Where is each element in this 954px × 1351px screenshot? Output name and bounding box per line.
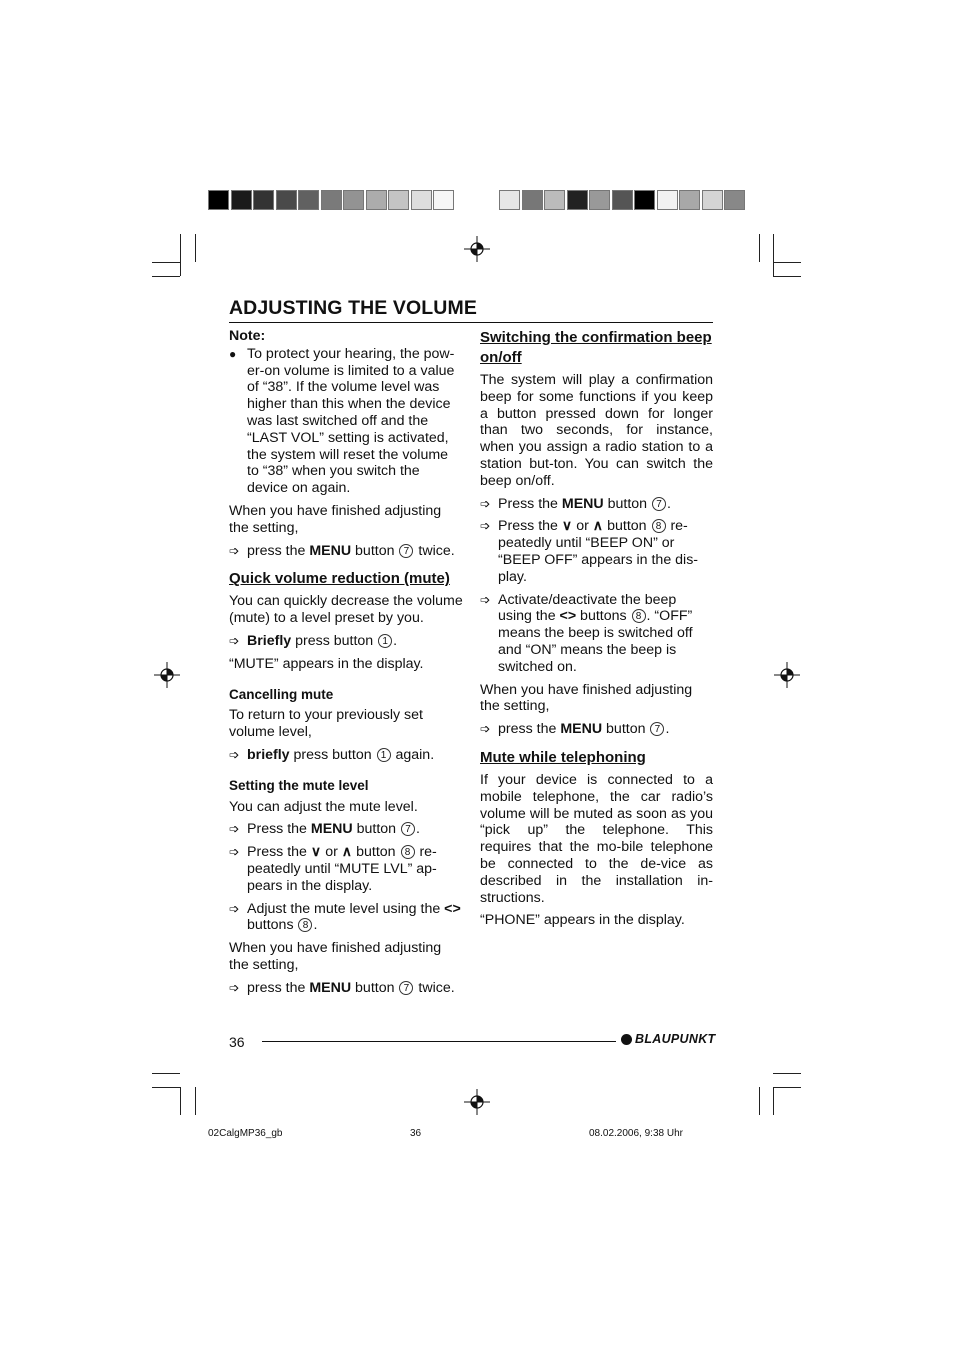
arrow-icon: ➩ xyxy=(229,633,240,648)
color-swatch xyxy=(433,190,454,210)
color-swatch xyxy=(276,190,297,210)
body-text: “PHONE” appears in the display. xyxy=(480,912,685,929)
button-number-badge: 7 xyxy=(401,822,415,836)
subsection-heading-cancel: Cancelling mute xyxy=(229,686,334,702)
crop-mark xyxy=(180,1087,181,1115)
color-swatch xyxy=(679,190,700,210)
button-number-badge: 7 xyxy=(399,544,413,558)
registration-mark-icon xyxy=(154,662,180,688)
step-item: ➩ Press the MENU button 7 . xyxy=(480,495,671,512)
registration-mark-icon xyxy=(464,1089,490,1115)
button-number-badge: 1 xyxy=(378,634,392,648)
crop-mark xyxy=(180,234,181,276)
button-number-badge: 1 xyxy=(377,748,391,762)
crop-mark xyxy=(773,1087,774,1115)
crop-mark xyxy=(152,262,180,263)
step-item: ➩ Adjust the mute level using the <> buttons 8 . xyxy=(229,900,461,934)
button-number-badge: 8 xyxy=(401,845,415,859)
body-text: To return to your previously set volume level, xyxy=(229,707,423,741)
step-item: ➩ Press the ∨ or ∧ button 8 re-peatedly until “BEEP ON” or “BEEP OFF” appears in the dis-play. xyxy=(480,518,699,585)
color-swatch xyxy=(298,190,319,210)
color-swatch xyxy=(544,190,565,210)
button-number-badge: 8 xyxy=(632,609,646,623)
brand-dot-icon xyxy=(621,1034,632,1045)
color-bar-right xyxy=(499,190,747,212)
section-heading-beep: Switching the confirmation beep on/off xyxy=(480,329,712,366)
crop-mark xyxy=(152,1073,180,1074)
step-item: ➩ Press the ∨ or ∧ button 8 re-peatedly until “MUTE LVL” ap-pears in the display. xyxy=(229,844,437,894)
heading-rule xyxy=(229,322,713,323)
button-number-badge: 7 xyxy=(652,497,666,511)
step-item: ➩ press the MENU button 7 twice. xyxy=(229,542,455,559)
color-swatch xyxy=(366,190,387,210)
crop-mark xyxy=(195,1087,196,1115)
button-number-badge: 7 xyxy=(650,722,664,736)
color-swatch xyxy=(612,190,633,210)
crop-mark xyxy=(759,1087,760,1115)
color-swatch xyxy=(253,190,274,210)
crop-mark xyxy=(195,234,196,262)
color-swatch xyxy=(388,190,409,210)
page-title: ADJUSTING THE VOLUME xyxy=(229,297,477,319)
color-swatch xyxy=(411,190,432,210)
finish-text: When you have finished adjusting the setting, xyxy=(229,940,442,973)
step-item: ➩ press the MENU button 7 twice. xyxy=(229,979,455,996)
arrow-icon: ➩ xyxy=(229,845,240,860)
slug-filename: 02CalgMP36_gb xyxy=(208,1128,283,1139)
color-swatch xyxy=(321,190,342,210)
section-heading-mute: Quick volume reduction (mute) xyxy=(229,570,450,588)
body-text: You can quickly decrease the volume (mute) to a level preset by you. xyxy=(229,593,463,627)
body-text: If your device is connected to a mobile telephone, the car radio’s volume will be muted as soon as you “pick up” the telephone. This requires that the mo-bile telephone be connected to the de-vice as described in the installation in-structions. xyxy=(480,771,713,906)
crop-mark xyxy=(152,1087,180,1088)
color-bar-left xyxy=(208,190,456,212)
down-arrow-icon: ∨ xyxy=(310,844,322,861)
crop-mark xyxy=(759,234,760,262)
color-swatch xyxy=(231,190,252,210)
arrow-icon: ➩ xyxy=(229,901,240,916)
arrow-icon: ➩ xyxy=(480,722,491,737)
crop-mark xyxy=(773,1087,801,1088)
button-number-badge: 7 xyxy=(399,981,413,995)
finish-text: When you have finished adjusting the setting, xyxy=(229,502,442,536)
right-column xyxy=(480,328,713,935)
body-text: The system will play a confirmation beep for some functions if you keep a button pressed down for longer than two seconds, for instance, when you assign a radio station to a station but-ton. You can switch the beep on/off. xyxy=(480,372,713,489)
slug-page: 36 xyxy=(410,1128,422,1139)
step-item: ➩ Activate/deactivate the beep using the <> buttons 8 . “OFF” means the beep is switched off and “ON” means the beep is switched on. xyxy=(480,591,693,675)
arrow-icon: ➩ xyxy=(229,747,240,762)
left-right-arrows-icon: <> xyxy=(444,900,461,917)
color-swatch xyxy=(589,190,610,210)
slug-date: 08.02.2006, 9:38 Uhr xyxy=(589,1128,683,1139)
step-item: ➩ Press the MENU button 7 . xyxy=(229,821,420,838)
color-swatch xyxy=(702,190,723,210)
left-column xyxy=(229,328,463,1003)
note-bullet: ● To protect your hearing, the pow-er-on volume is limited to a value of “38”. If the volume level was higher than this when the device was last switched off and the “LAST VOL” setting is activated, the system will reset the volume to “38” when you switch the device on again. xyxy=(229,346,463,497)
up-arrow-icon: ∧ xyxy=(341,844,353,861)
registration-mark-icon xyxy=(464,236,490,262)
button-number-badge: 8 xyxy=(298,918,312,932)
crop-mark xyxy=(773,1073,801,1074)
color-swatch xyxy=(343,190,364,210)
registration-mark-icon xyxy=(774,662,800,688)
crop-mark xyxy=(773,262,801,263)
color-swatch xyxy=(634,190,655,210)
arrow-icon: ➩ xyxy=(480,519,491,534)
crop-mark xyxy=(152,276,180,277)
color-swatch xyxy=(499,190,520,210)
left-right-arrows-icon: <> xyxy=(559,608,577,625)
crop-mark xyxy=(773,234,774,276)
color-swatch xyxy=(724,190,745,210)
arrow-icon: ➩ xyxy=(229,543,240,558)
arrow-icon: ➩ xyxy=(229,822,240,837)
brand-logo: BLAUPUNKT xyxy=(621,1032,715,1046)
button-number-badge: 8 xyxy=(652,519,666,533)
color-swatch xyxy=(522,190,543,210)
crop-mark xyxy=(773,276,801,277)
body-text: You can adjust the mute level. xyxy=(229,798,418,815)
step-item: ➩ Briefly press button 1 . xyxy=(229,632,398,649)
arrow-icon: ➩ xyxy=(480,496,491,511)
down-arrow-icon: ∨ xyxy=(561,518,573,535)
color-swatch xyxy=(657,190,678,210)
color-swatch xyxy=(567,190,588,210)
page-number: 36 xyxy=(229,1034,245,1050)
arrow-icon: ➩ xyxy=(480,592,491,607)
arrow-icon: ➩ xyxy=(229,980,240,995)
note-label: Note: xyxy=(229,328,266,344)
subsection-heading-level: Setting the mute level xyxy=(229,777,369,793)
body-text: “MUTE” appears in the display. xyxy=(229,655,424,672)
footer-rule xyxy=(262,1041,616,1042)
step-item: ➩ briefly press button 1 again. xyxy=(229,746,435,763)
finish-text: When you have finished adjusting the setting, xyxy=(480,681,693,715)
section-heading-phone: Mute while telephoning xyxy=(480,748,646,766)
up-arrow-icon: ∧ xyxy=(592,518,604,535)
color-swatch xyxy=(208,190,229,210)
step-item: ➩ press the MENU button 7 . xyxy=(480,721,670,738)
